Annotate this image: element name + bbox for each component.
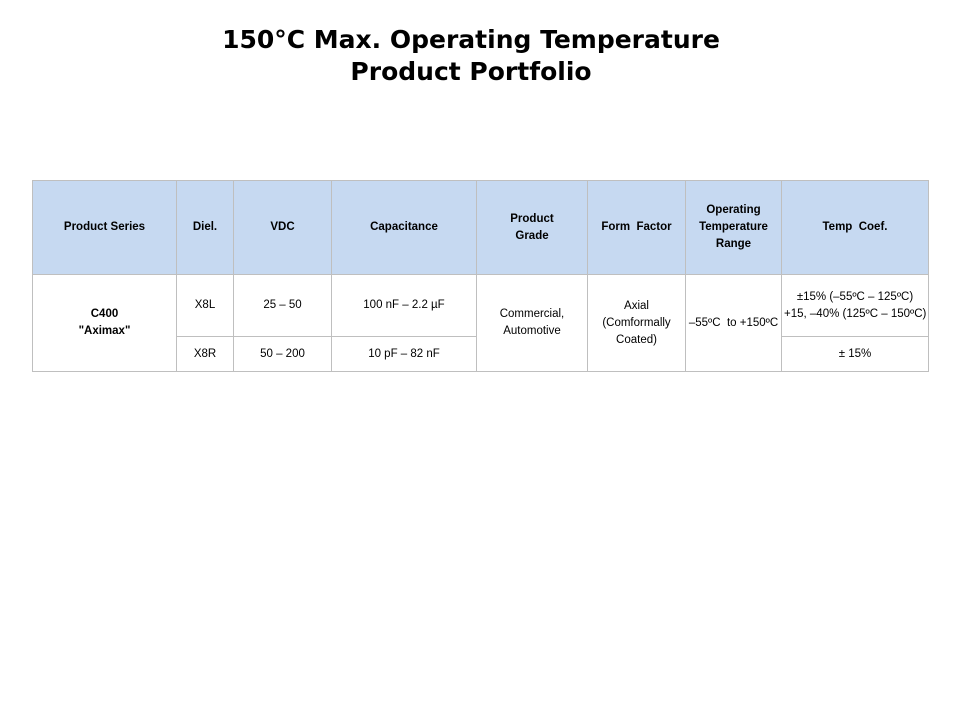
header-temp-line1: Operating xyxy=(706,204,761,216)
product-portfolio-table xyxy=(32,180,929,372)
temp-coef-line2: +15, –40% (125ºC – 150ºC) xyxy=(784,307,927,320)
header-product-series: Product Series xyxy=(33,181,177,275)
form-factor-line2: (Comformally xyxy=(602,316,671,329)
header-temp-line3: Range xyxy=(715,238,752,250)
cell-diel: X8L xyxy=(177,275,234,337)
cell-vdc: 50 – 200 xyxy=(234,337,332,372)
grade-line2: Automotive xyxy=(503,325,561,337)
temp-coef-line1: ±15% (–55ºC – 125ºC) xyxy=(796,290,914,303)
header-vdc: VDC xyxy=(234,181,332,275)
page-title-line1: 150°C Max. Operating Temperature xyxy=(222,25,720,54)
header-product-grade-line2: Grade xyxy=(515,229,549,242)
header-capacitance: Capacitance xyxy=(332,181,477,275)
header-operating-temperature-range xyxy=(686,181,782,275)
cell-temp-range: –55ºC to +150ºC xyxy=(686,275,782,372)
header-diel: Diel. xyxy=(177,181,234,275)
cell-product-series xyxy=(33,275,177,372)
form-factor-line3: Coated) xyxy=(616,333,657,346)
cell-product-grade xyxy=(477,275,588,372)
page-title-line2: Product Portfolio xyxy=(350,57,592,86)
cell-temp-coef xyxy=(782,275,929,337)
header-form-factor: Form Factor xyxy=(588,181,686,275)
series-line2: "Aximax" xyxy=(78,325,131,337)
page-title xyxy=(0,24,942,88)
table-row xyxy=(33,275,929,337)
cell-capacitance: 10 pF – 82 nF xyxy=(332,337,477,372)
grade-line1: Commercial, xyxy=(499,308,565,320)
series-line1: C400 xyxy=(90,308,119,320)
cell-capacitance: 100 nF – 2.2 µF xyxy=(332,275,477,337)
form-factor-line1: Axial xyxy=(624,299,649,312)
header-temp-line2: Temperature xyxy=(699,221,768,233)
cell-vdc: 25 – 50 xyxy=(234,275,332,337)
header-temp-coef: Temp Coef. xyxy=(782,181,929,275)
cell-diel: X8R xyxy=(177,337,234,372)
cell-form-factor xyxy=(588,275,686,372)
header-product-grade-line1: Product xyxy=(510,212,554,225)
cell-temp-coef: ± 15% xyxy=(782,337,929,372)
header-product-grade xyxy=(477,181,588,275)
table-header-row xyxy=(33,181,929,275)
